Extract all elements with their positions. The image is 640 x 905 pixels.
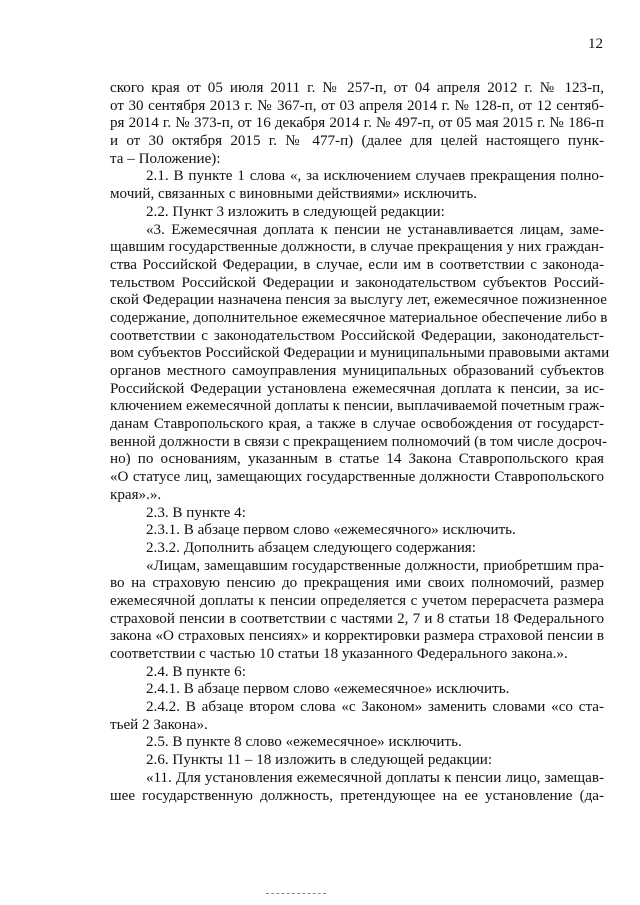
text-line: ря 2014 г. № 373-п, от 16 декабря 2014 г. № 497-п, от 05 мая 2015 г. № 186-п [110, 115, 604, 132]
text-line: ежемесячной доплаты к пенсии определяется с учетом перерасчета размера [110, 592, 604, 609]
text-line: закона «О страховых пенсиях» и корректировки размера страховой пенсии в [110, 628, 604, 645]
text-line: тельством Российской Федерации и законодательством субъектов Россий- [110, 274, 604, 291]
text-line: органов местного самоуправления муниципальных образований субъектов [110, 363, 604, 379]
text-line: венной должности в связи с прекращением полномочий (в том числе досроч- [110, 433, 608, 450]
text-line: «О статусе лиц, замещающих государственные должности Ставропольского [110, 469, 604, 486]
text-line: содержание, дополнительное ежемесячное материальное обеспечение либо в [110, 309, 608, 326]
text-line: «Лицам, замещавшим государственные должности, приобретшим пра- [146, 557, 604, 574]
text-line: 2.3.2. Дополнить абзацем следующего содержания: [146, 539, 476, 556]
text-line: во на страховую пенсию до прекращения ими своих полномочий, размер [110, 575, 604, 592]
text-line: ключением ежемесячной доплаты к пенсии, выплачиваемой почетным граж- [110, 398, 605, 415]
text-line: Российской Федерации установлена ежемесячная доплата к пенсии, за ис- [110, 380, 604, 397]
text-line: 2.1. В пункте 1 слова «, за исключением случаев прекращения полно- [146, 168, 604, 185]
text-line: шее государственную должность, претендующее на ее установление (да- [110, 787, 604, 804]
text-line: данам Ставропольского края, а также в случае освобождения от государст- [110, 416, 604, 433]
text-line: «3. Ежемесячная доплата к пенсии не устанавливается лицам, заме- [146, 221, 604, 238]
text-line: 2.4.1. В абзаце первом слово «ежемесячное» исключить. [146, 681, 510, 698]
text-line: 2.2. Пункт 3 изложить в следующей редакции: [146, 203, 445, 220]
text-line: «11. Для установления ежемесячной доплаты к пенсии лицо, замещав- [146, 769, 604, 786]
text-line: 2.6. Пункты 11 – 18 изложить в следующей редакции: [146, 752, 493, 769]
text-line: от 30 сентября 2013 г. № 367-п, от 03 апреля 2014 г. № 128-п, от 12 сентяб- [110, 97, 604, 114]
text-line: щавшим государственные должности, в случае прекращения у них граждан- [110, 239, 604, 256]
text-line: та – Положение): [110, 150, 221, 167]
text-line: страховой пенсии в соответствии с частями 2, 7 и 8 статьи 18 Федерального [110, 610, 604, 627]
document-body [110, 80, 610, 805]
text-line: и от 30 октября 2015 г. № 477-п) (далее для целей настоящего пунк- [110, 133, 604, 150]
text-line: но) по основаниям, указанным в статье 14 Закона Ставропольского края [110, 451, 604, 468]
text-line: 2.4.2. В абзаце втором слова «с Законом» заменить словами «со ста- [146, 699, 604, 716]
text-line: 2.3. В пункте 4: [146, 504, 246, 521]
text-line: мочий, связанных с виновными действиями» исключить. [110, 186, 478, 203]
page-number: 12 [588, 36, 603, 52]
text-line: соответствии с частью 10 статьи 18 указанного Федерального закона.». [110, 646, 568, 662]
text-line: 2.3.1. В абзаце первом слово «ежемесячного» исключить. [146, 522, 516, 539]
text-line: ского края от 05 июля 2011 г. № 257-п, от 04 апреля 2012 г. № 123-п, [110, 80, 604, 96]
page-bottom-mark [266, 893, 326, 896]
text-line: 2.5. В пункте 8 слово «ежемесячное» исключить. [146, 734, 462, 751]
text-line: соответствии с законодательством Российской Федерации, законодательст- [110, 327, 604, 344]
text-line: вом субъектов Российской Федерации и муниципальными правовыми актами [110, 345, 610, 362]
text-line: тьей 2 Закона». [110, 716, 208, 733]
text-line: края».». [110, 486, 162, 503]
text-line: ства Российской Федерации, в случае, если им в соответствии с законода- [110, 256, 604, 273]
text-line: 2.4. В пункте 6: [146, 663, 246, 680]
text-line: ской Федерации назначена пенсия за выслугу лет, ежемесячное пожизненное [110, 292, 607, 309]
